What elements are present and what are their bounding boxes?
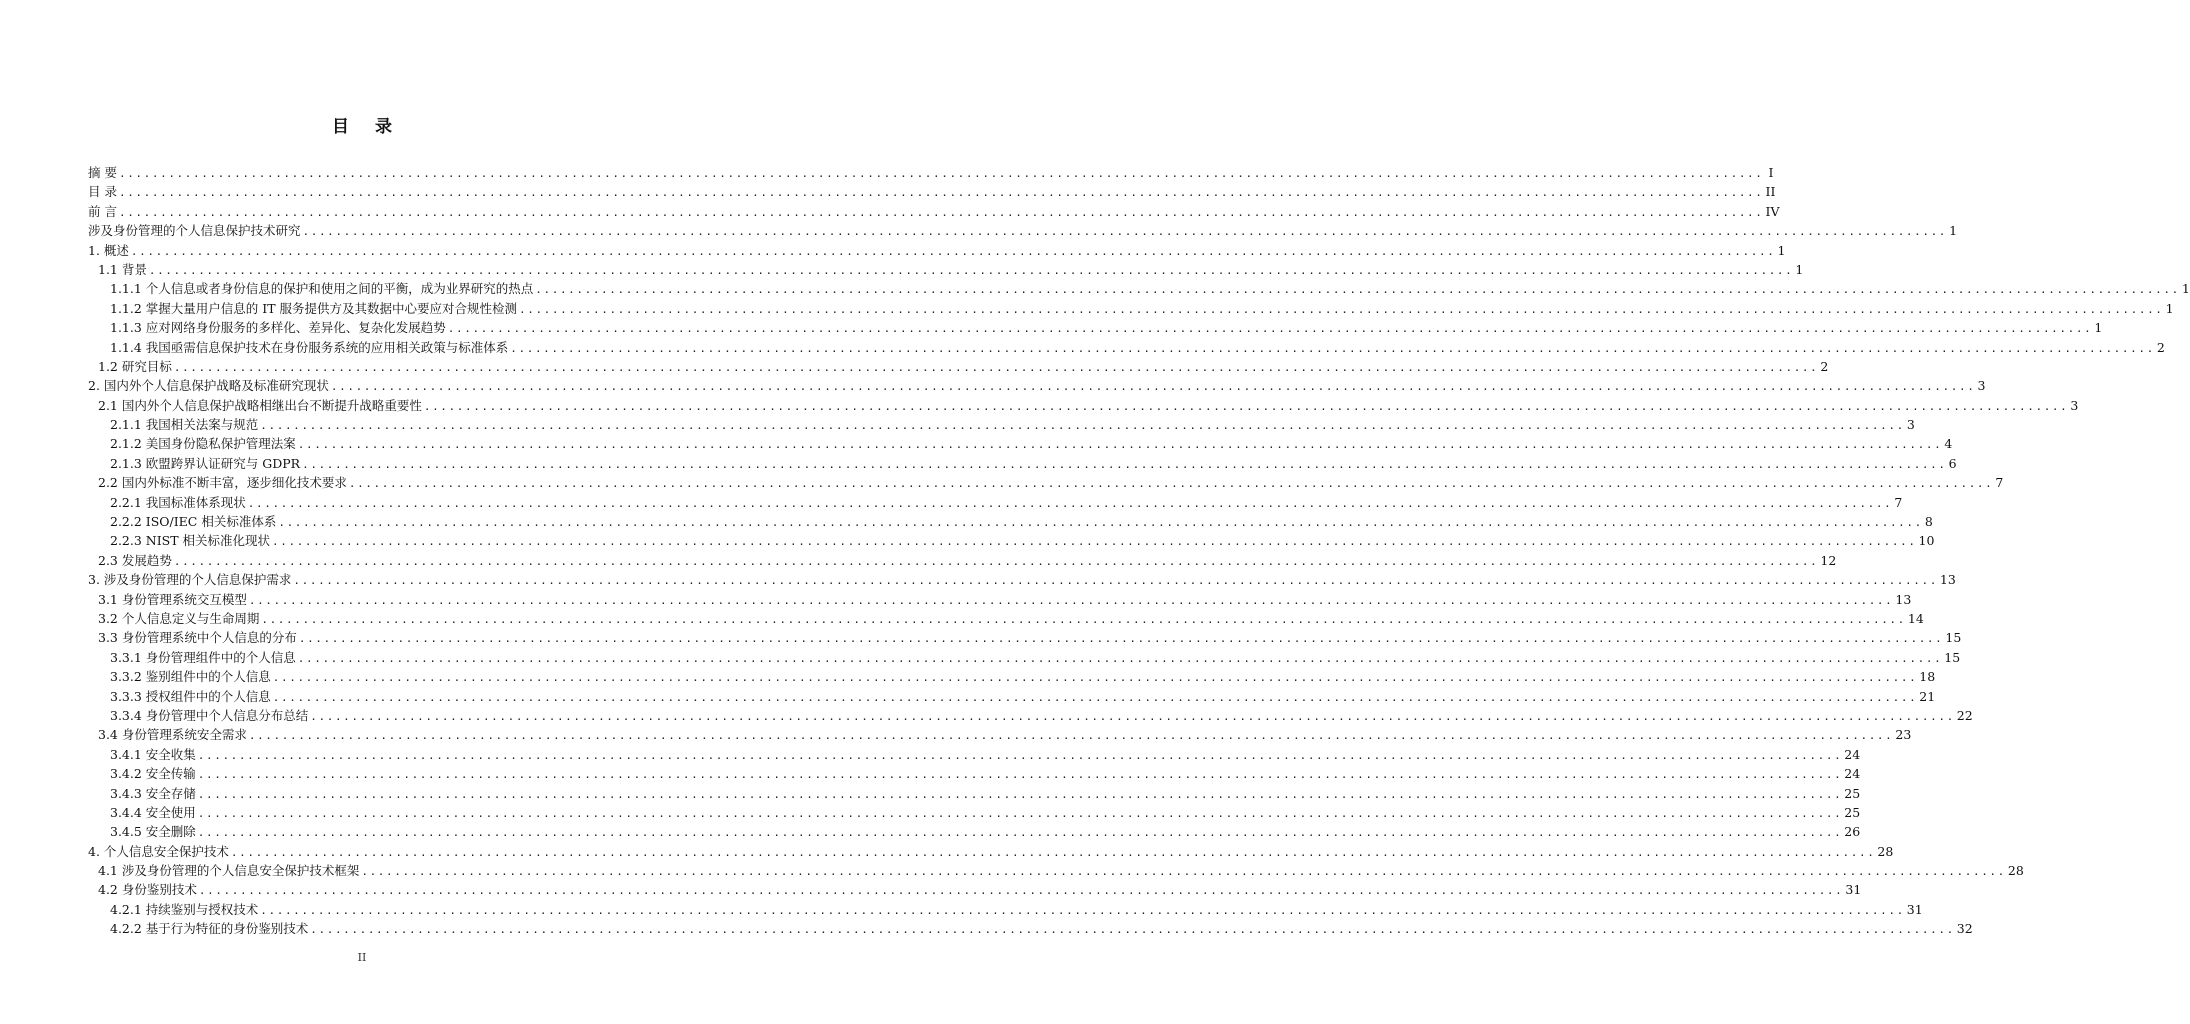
toc-dot-leader: ........................................................................................................................................................................................................ [297,438,1943,452]
toc-entry-label: 3.4.5 安全删除 [110,824,196,840]
toc-entry-page-number: 23 [1895,727,1912,743]
toc-entry-page-number: 7 [1995,475,2004,491]
toc-entry-page-number: 15 [1944,649,1961,665]
toc-entry[interactable] [88,764,1861,783]
table-of-contents [88,163,2190,939]
toc-dot-leader: ........................................................................................................................................................................................................ [302,225,1948,239]
toc-dot-leader: ........................................................................................................................................................................................................ [519,302,2164,316]
toc-entry-label: 2.2.3 NIST 相关标准化现状 [110,533,271,549]
toc-entry-page-number: I [1768,165,1774,180]
toc-dot-leader: ........................................................................................................................................................................................................ [272,535,1917,549]
toc-entry-page-number: 1 [2165,300,2174,316]
toc-entry-label: 3.3.4 身份管理中个人信息分布总结 [110,707,309,723]
toc-entry[interactable] [88,221,1958,240]
toc-entry-label: 3.4 身份管理系统安全需求 [98,727,247,743]
toc-entry[interactable] [88,648,1961,667]
toc-entry-label: 摘 要 [88,165,117,180]
toc-entry-page-number: II [1765,184,1776,200]
toc-entry-label: 前 言 [88,203,117,219]
toc-entry[interactable] [88,434,1953,453]
toc-entry[interactable] [88,570,1956,589]
toc-entry[interactable] [88,822,1861,841]
toc-entry[interactable] [88,415,1915,434]
toc-dot-leader: ........................................................................................................................................................................................................ [198,884,1844,898]
toc-entry-label: 2. 国内外个人信息保护战略及标准研究现状 [88,378,329,394]
toc-entry-page-number: 18 [1919,669,1936,685]
toc-dot-leader: ........................................................................................................................................................................................................ [348,477,1994,491]
toc-entry-label: 3.3.3 授权组件中的个人信息 [110,688,271,704]
toc-dot-leader: ........................................................................................................................................................................................................ [148,263,1794,277]
toc-dot-leader: ........................................................................................................................................................................................................ [260,419,1905,433]
toc-dot-leader: ........................................................................................................................................................................................................ [248,729,1894,743]
toc-entry[interactable] [88,202,1780,221]
toc-entry[interactable] [88,182,1776,201]
toc-entry-label: 1.1 背景 [98,261,147,277]
toc-entry-page-number: 1 [2094,320,2103,336]
toc-entry-label: 1.2 研究目标 [98,358,172,374]
toc-dot-leader: ........................................................................................................................................................................................................ [535,283,2180,297]
toc-entry-page-number: IV [1765,203,1780,219]
toc-entry-page-number: 1 [1949,223,1958,239]
toc-dot-leader: ........................................................................................................................................................................................................ [272,690,1918,704]
toc-entry-page-number: 14 [1907,610,1924,626]
toc-entry-page-number: 3 [1906,417,1915,433]
toc-entry-page-number: 10 [1918,533,1935,549]
toc-entry[interactable] [88,784,1861,803]
toc-entry-page-number: 1 [1795,261,1804,277]
toc-entry[interactable] [88,318,2103,337]
toc-entry-page-number: 6 [1948,455,1957,471]
toc-dot-leader: ........................................................................................................................................................................................................ [118,167,1764,180]
toc-entry-page-number: 25 [1844,785,1861,801]
toc-dot-leader: ........................................................................................................................................................................................................ [118,205,1764,219]
toc-entry-label: 3.4.2 安全传输 [110,766,196,782]
toc-entry-label: 2.2.1 我国标准体系现状 [110,494,246,510]
toc-entry-label: 3.4.1 安全收集 [110,746,196,762]
toc-entry[interactable] [88,609,1924,628]
toc-entry-page-number: 32 [1956,921,1973,937]
toc-entry-page-number: 13 [1939,572,1956,588]
toc-dot-leader: ........................................................................................................................................................................................................ [510,341,2155,355]
toc-entry-label: 涉及身份管理的个人信息保护技术研究 [88,223,301,239]
toc-entry[interactable] [88,299,2174,318]
toc-entry[interactable] [88,706,1973,725]
toc-entry[interactable] [88,163,1774,182]
toc-entry-label: 2.2 国内外标准不断丰富，逐步细化技术要求 [98,475,347,491]
toc-dot-leader: ........................................................................................................................................................................................................ [197,748,1843,762]
toc-entry[interactable] [88,803,1861,822]
toc-entry[interactable] [88,919,1973,938]
toc-entry-label: 2.1.1 我国相关法案与规范 [110,417,259,433]
toc-entry-label: 3.2 个人信息定义与生命周期 [98,610,260,626]
toc-entry-page-number: 1 [1777,242,1786,258]
toc-entry-label: 3.3.1 身份管理组件中的个人信息 [110,649,296,665]
toc-entry-page-number: 28 [2007,863,2024,879]
toc-dot-leader: ........................................................................................................................................................................................................ [197,787,1843,801]
toc-dot-leader: ........................................................................................................................................................................................................ [423,399,2069,413]
toc-entry-label: 3. 涉及身份管理的个人信息保护需求 [88,572,292,588]
toc-dot-leader: ........................................................................................................................................................................................................ [298,632,1944,646]
toc-dot-leader: ........................................................................................................................................................................................................ [248,593,1894,607]
toc-dot-leader: ........................................................................................................................................................................................................ [247,496,1893,510]
toc-entry-page-number: 24 [1844,766,1861,782]
toc-dot-leader: ........................................................................................................................................................................................................ [447,322,2093,336]
toc-entry-label: 4.1 涉及身份管理的个人信息安全保护技术框架 [98,863,360,879]
toc-dot-leader: ........................................................................................................................................................................................................ [310,709,1955,723]
toc-entry[interactable] [88,279,2190,298]
toc-entry[interactable] [88,628,1962,647]
toc-entry-page-number: 3 [2070,397,2079,413]
toc-entry-label: 1.1.2 掌握大量用户信息的 IT 服务提供方及其数据中心要应对合规性检测 [110,300,518,316]
toc-entry[interactable] [88,880,1862,899]
toc-dot-leader: ........................................................................................................................................................................................................ [130,244,1776,258]
toc-dot-leader: ........................................................................................................................................................................................................ [278,516,1923,530]
toc-entry[interactable] [88,861,2024,880]
toc-entry[interactable] [88,260,1804,279]
toc-entry-label: 1.1.4 我国亟需信息保护技术在身份服务系统的应用相关政策与标准体系 [110,339,509,355]
toc-entry-label: 2.1.3 欧盟跨界认证研究与 GDPR [110,455,301,471]
toc-entry-label: 3.4.3 安全存储 [110,785,196,801]
toc-entry-page-number: 12 [1820,552,1837,568]
toc-dot-leader: ........................................................................................................................................................................................................ [173,360,1819,374]
toc-dot-leader: ........................................................................................................................................................................................................ [230,845,1876,859]
toc-entry[interactable] [88,357,1829,376]
toc-entry-page-number: 28 [1877,843,1894,859]
toc-entry-page-number: 3 [1977,378,1986,394]
toc-entry-label: 4.2.2 基于行为特征的身份鉴别技术 [110,921,309,937]
toc-entry-page-number: 22 [1956,707,1973,723]
toc-entry-page-number: 2 [1820,358,1829,374]
toc-entry-label: 2.1 国内外个人信息保护战略相继出台不断提升战略重要性 [98,397,422,413]
toc-entry[interactable] [88,900,1923,919]
toc-entry-label: 3.4.4 安全使用 [110,804,196,820]
toc-entry-label: 4. 个人信息安全保护技术 [88,843,229,859]
toc-entry-page-number: 1 [2181,281,2190,297]
toc-entry-label: 3.3.2 鉴别组件中的个人信息 [110,669,271,685]
toc-entry-page-number: 15 [1945,630,1962,646]
toc-dot-leader: ........................................................................................................................................................................................................ [272,671,1918,685]
toc-entry-label: 1.1.3 应对网络身份服务的多样化、差异化、复杂化发展趋势 [110,320,446,336]
toc-dot-leader: ........................................................................................................................................................................................................ [302,457,1947,471]
toc-entry[interactable] [88,590,1912,609]
toc-dot-leader: ........................................................................................................................................................................................................ [297,651,1943,665]
toc-dot-leader: ........................................................................................................................................................................................................ [310,923,1955,937]
toc-entry[interactable] [88,687,1936,706]
toc-dot-leader: ........................................................................................................................................................................................................ [361,865,2006,879]
page-title: 目 录 [332,117,402,137]
toc-dot-leader: ........................................................................................................................................................................................................ [118,186,1764,200]
toc-dot-leader: ........................................................................................................................................................................................................ [197,826,1843,840]
toc-entry-label: 目 录 [88,184,117,200]
toc-entry-page-number: 31 [1906,901,1923,917]
toc-dot-leader: ........................................................................................................................................................................................................ [173,554,1819,568]
toc-entry[interactable] [88,512,1933,531]
toc-entry-page-number: 31 [1845,882,1862,898]
page-number-footer: II [357,951,367,964]
toc-entry-label: 3.3 身份管理系统中个人信息的分布 [98,630,297,646]
toc-entry[interactable] [88,454,1957,473]
toc-entry[interactable] [88,376,1986,395]
toc-entry[interactable] [88,667,1936,686]
toc-entry-label: 2.1.2 美国身份隐私保护管理法案 [110,436,296,452]
toc-entry[interactable] [88,396,2079,415]
toc-entry-label: 2.2.2 ISO/IEC 相关标准体系 [110,514,277,530]
toc-entry-label: 4.2.1 持续鉴别与授权技术 [110,901,259,917]
toc-entry-label: 4.2 身份鉴别技术 [98,882,197,898]
toc-entry[interactable] [88,241,1786,260]
toc-entry-label: 2.3 发展趋势 [98,552,172,568]
toc-entry-page-number: 13 [1895,591,1912,607]
toc-entry-page-number: 4 [1944,436,1953,452]
toc-entry[interactable] [88,473,2004,492]
toc-entry-page-number: 26 [1844,824,1861,840]
toc-entry[interactable] [88,338,2165,357]
toc-entry-page-number: 25 [1844,804,1861,820]
toc-entry-page-number: 2 [2156,339,2165,355]
toc-entry-page-number: 7 [1894,494,1903,510]
toc-entry[interactable] [88,842,1894,861]
toc-entry-label: 1. 概述 [88,242,129,258]
toc-entry[interactable] [88,531,1935,550]
toc-dot-leader: ........................................................................................................................................................................................................ [293,574,1938,588]
toc-entry[interactable] [88,745,1861,764]
toc-dot-leader: ........................................................................................................................................................................................................ [260,903,1905,917]
toc-entry[interactable] [88,551,1837,570]
toc-entry-label: 1.1.1 个人信息或者身份信息的保护和使用之间的平衡，成为业界研究的热点 [110,281,534,297]
toc-entry-page-number: 21 [1919,688,1936,704]
toc-dot-leader: ........................................................................................................................................................................................................ [330,380,1976,394]
toc-entry-page-number: 24 [1844,746,1861,762]
toc-entry[interactable] [88,493,1903,512]
toc-entry-page-number: 8 [1924,514,1933,530]
toc-dot-leader: ........................................................................................................................................................................................................ [261,612,1906,626]
toc-entry-label: 3.1 身份管理系统交互模型 [98,591,247,607]
toc-dot-leader: ........................................................................................................................................................................................................ [197,806,1843,820]
toc-dot-leader: ........................................................................................................................................................................................................ [197,768,1843,782]
toc-entry[interactable] [88,725,1912,744]
